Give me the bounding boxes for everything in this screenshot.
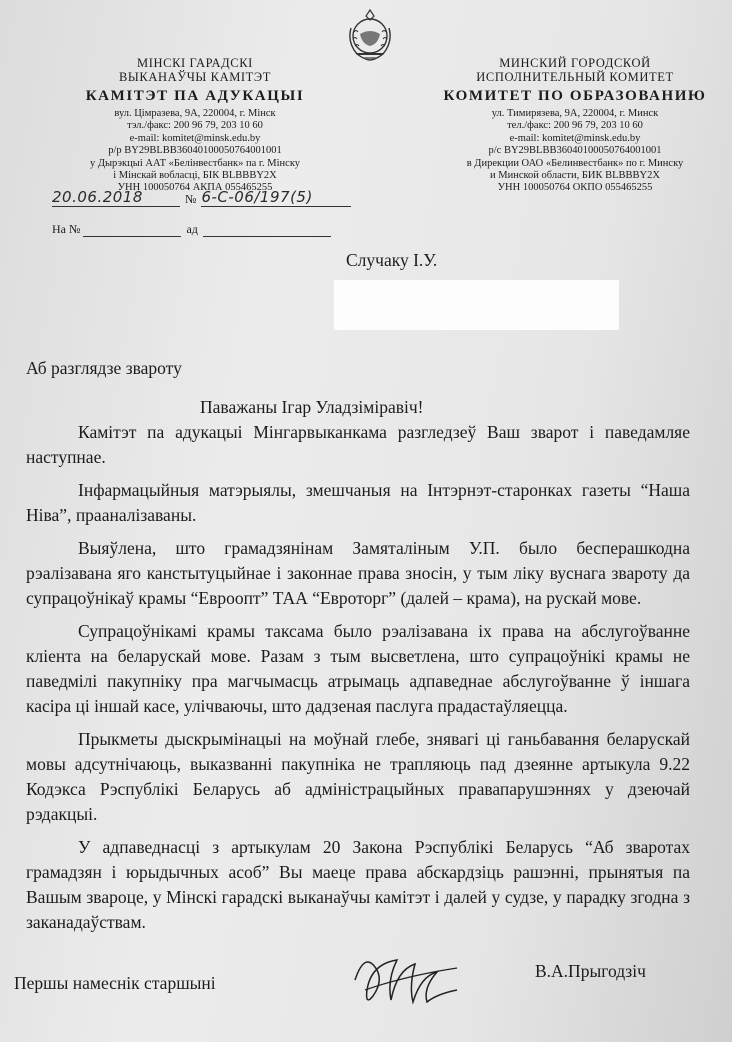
- detail-line: e-mail: komitet@minsk.edu.by: [129, 132, 261, 144]
- signatory-name: В.А.Прыгодзіч: [535, 961, 646, 981]
- detail-line: тэл./факс: 200 96 79, 203 10 60: [127, 120, 263, 132]
- detail-line: и Минской области, БИК BLBBBY2X: [490, 169, 660, 181]
- paragraph: Прыкметы дыскрымінацыі на моўнай глебе, знявагі ці ганьбавання беларускай мовы адсутнічаюць, выказванні пакупніка не трапляюць пад дзеянне артыкула 9.22 Кодэкса Рэспублікі Беларусь аб адміністрацыйных правапарушэннях у дзеючай рэдакцыі.: [26, 729, 690, 824]
- paragraph: Выяўлена, што грамадзянінам Замяталіным У.П. было бесперашкодна рэалізавана яго канстытуцыйнае і законнае права зносін, у тым ліку вуснага звароту да супрацоўнікаў крамы “Евроопт” ТАА “Евроторг” (далей – крама), на рускай мове.: [26, 538, 690, 608]
- reference-date: 20.06.2018: [52, 188, 180, 207]
- detail-line: в Дирекции ОАО «Белинвестбанк» по г. Минску: [466, 157, 684, 169]
- header-right: [420, 56, 730, 195]
- addressee: Случаку І.У.: [346, 250, 438, 270]
- detail-line: ул. Тимирязева, 9А, 220004, г. Минск: [491, 108, 659, 119]
- reference-line: [52, 188, 351, 207]
- header-left: [40, 56, 350, 195]
- header-right-details: [420, 108, 730, 195]
- detail-line: УНН 100050764 ОКПО 055465255: [497, 182, 653, 194]
- greeting: Паважаны Ігар Уладзіміравіч!: [200, 397, 424, 417]
- header-left-title: КАМІТЭТ ПА АДУКАЦЫІ: [85, 87, 305, 104]
- paragraph: У адпаведнасці з артыкулам 20 Закона Рэспублікі Беларусь “Аб зваротах грамадзян і юрыдычных асоб” Вы маеце права абскардзіць рашэнні, прынятыя па Вашым звароце, у Мінскі гарадскі выканаўчы камітэт і далей у судзе, у парадку згодна з заканадаўствам.: [26, 837, 690, 932]
- paragraph: Інфармацыйныя матэрыялы, змешчаныя на Інтэрнэт-старонках газеты “Наша Ніва”, прааналізаваны.: [26, 480, 690, 525]
- detail-line: УНН 100050764 АКПА 055465255: [117, 182, 273, 194]
- header-left-org: МІНСКІ ГАРАДСКІ ВЫКАНАЎЧЫ КАМІТЭТ: [118, 56, 272, 85]
- signatory-title: Першы намеснік старшыні: [14, 973, 216, 993]
- detail-line: р/р BY29BLBB36040100050764001001: [108, 145, 282, 157]
- state-emblem-icon: [345, 6, 395, 62]
- header-left-details: [40, 108, 350, 195]
- detail-line: р/с BY29BLBB36040100050764001001: [488, 145, 662, 157]
- detail-line: у Дырэкцыі ААТ «Белінвестбанк» па г. Мінску: [89, 157, 301, 169]
- header-right-org: МИНСКИЙ ГОРОДСКОЙ ИСПОЛНИТЕЛЬНЫЙ КОМИТЕТ: [476, 56, 674, 85]
- paragraph: Камітэт па адукацыі Мінгарвыканкама разгледзеў Ваш зварот і паведамляе наступнае.: [26, 422, 690, 467]
- ad-label: ад: [186, 222, 198, 236]
- redacted-area: [334, 280, 619, 330]
- detail-line: тел./факс: 200 96 79, 203 10 60: [507, 120, 643, 132]
- handwritten-signature: [345, 940, 465, 1010]
- detail-line: і Мінскай вобласці, БІК BLBBBY2X: [113, 169, 277, 181]
- number-sign: №: [185, 192, 197, 206]
- paragraph: Супрацоўнікамі крамы таксама было рэалізавана іх права на абслугоўванне кліента на беларускай мове. Разам з тым высветлена, што супрацоўнікі крамы не паведмілі пакупніку пра магчымасць атрымаць адпаведнае абслугоўванне ў іншага касіра ці іншай касе, улічваючы, што дадзеная паслуга прадастаўляецца.: [26, 621, 690, 716]
- letter-body: [26, 420, 690, 943]
- header-right-title: КОМИТЕТ ПО ОБРАЗОВАНИЮ: [443, 87, 707, 104]
- na-label: На №: [52, 222, 81, 236]
- reference-number: 6-С-06/197(5): [201, 188, 351, 207]
- reply-to-line: [52, 221, 331, 237]
- detail-line: вул. Цімразева, 9А, 220004, г. Мінск: [114, 108, 276, 119]
- subject: Аб разглядзе звароту: [26, 358, 182, 378]
- detail-line: e-mail: komitet@minsk.edu.by: [509, 132, 641, 144]
